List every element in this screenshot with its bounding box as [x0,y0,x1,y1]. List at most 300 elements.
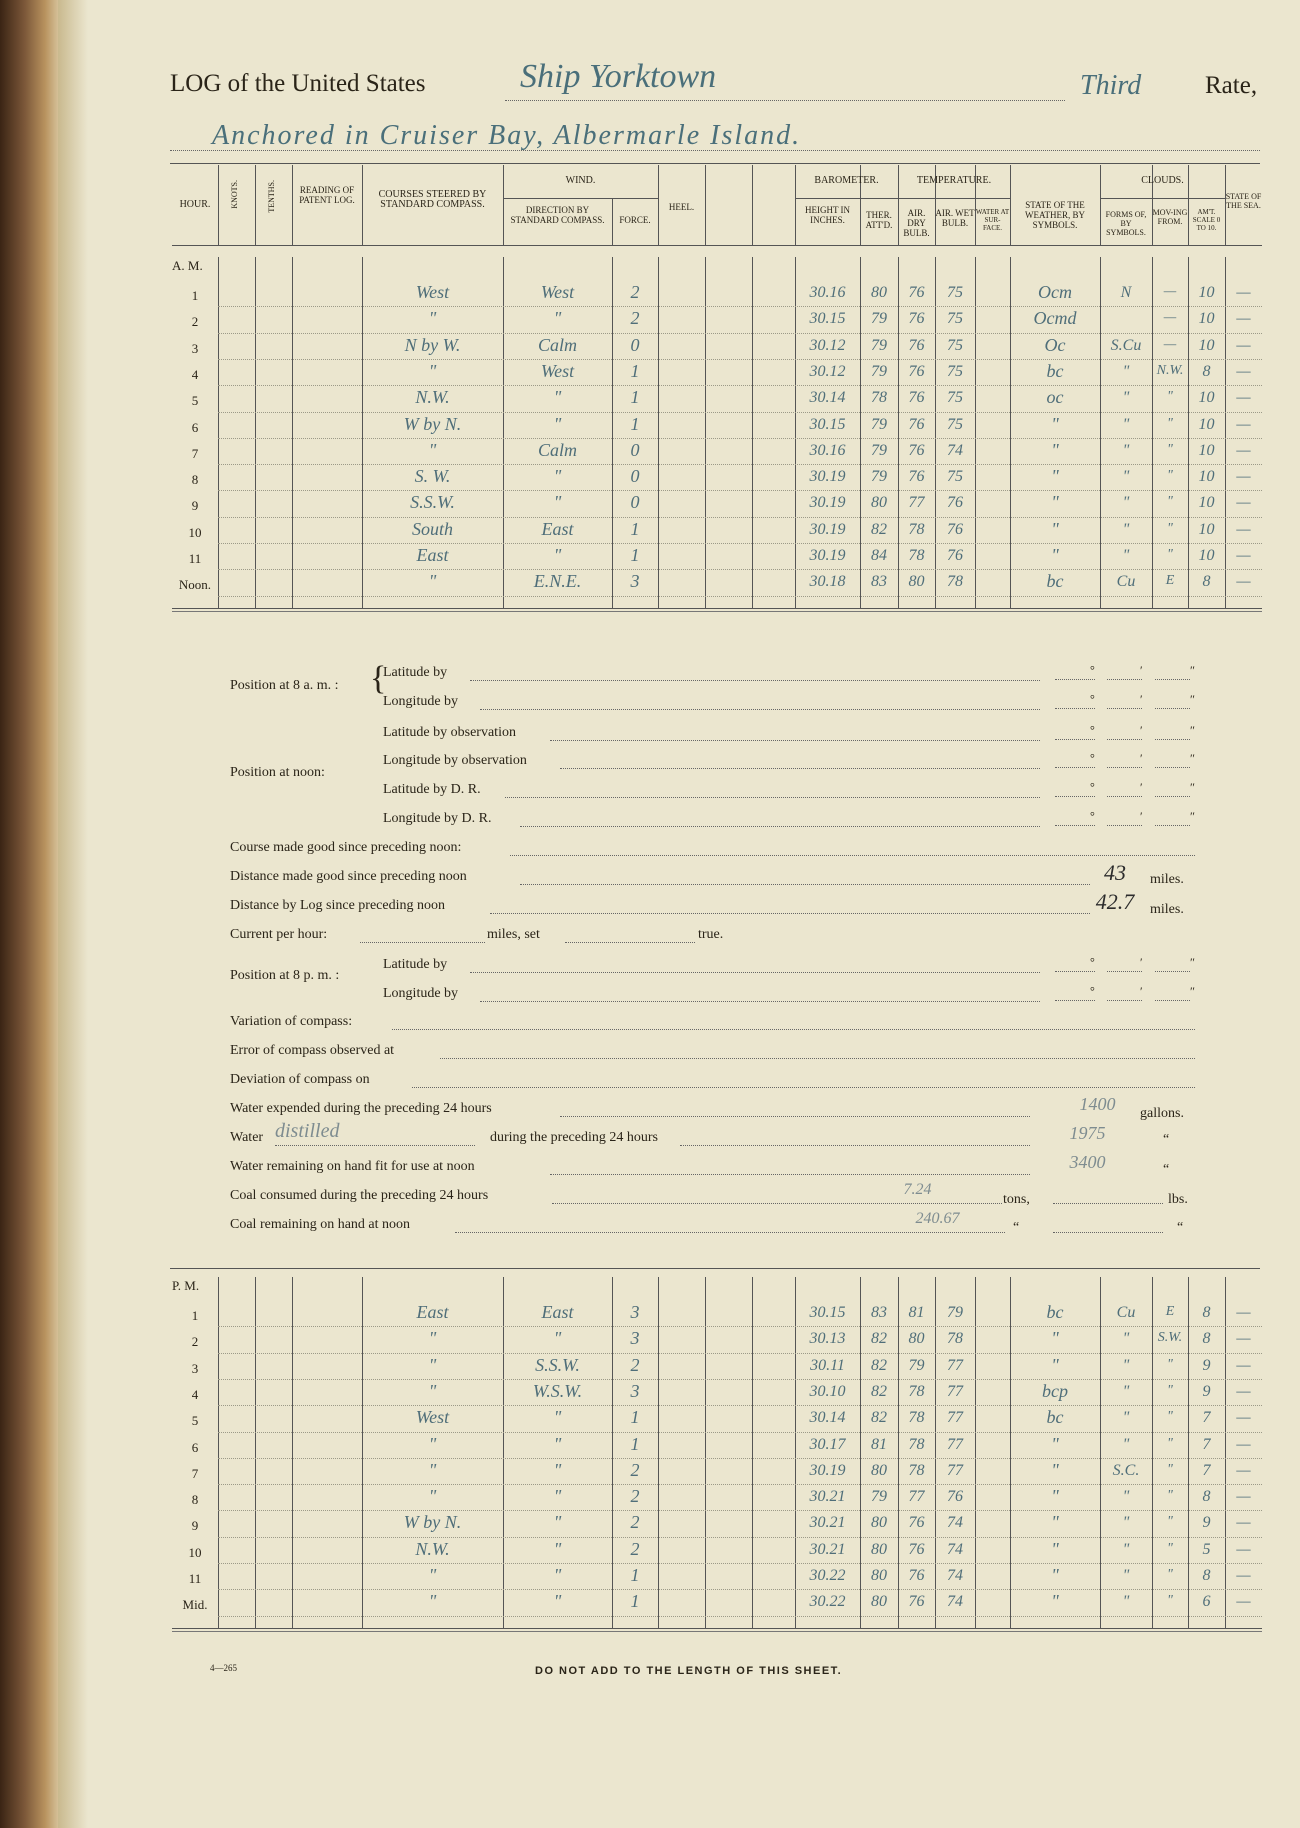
pos8am-lat-deg-fill [1055,665,1095,680]
am-wet-bulb: 75 [947,415,963,433]
pm-weather: bcp [1042,1380,1068,1401]
am-hour: 5 [191,393,199,409]
am-ther-att: 79 [871,336,887,354]
am-wet-bulb: 76 [947,494,963,512]
lon-by-8pm-label: Longitude by [383,986,459,1001]
water-exp-fill [560,1102,1030,1117]
am-wind-force: 1 [630,360,640,381]
tons-label: tons, [1003,1192,1030,1207]
pm-dry-bulb: 76 [908,1567,925,1584]
pm-course: " [428,1354,437,1375]
pm-dry-bulb: 78 [908,1461,925,1479]
noon-lon-obs-deg-fill [1055,753,1095,768]
coal-remaining-label: Coal remaining on hand at noon [230,1217,411,1232]
am-cloud-forms: " [1122,494,1130,512]
am-wet-bulb: 74 [947,441,963,459]
pm-ther-att: 82 [871,1382,887,1400]
lbs-label: lbs. [1168,1192,1188,1207]
col-barometer: BAROMETER. [814,175,879,186]
pm-sea: — [1236,1488,1251,1506]
pm-cloud-forms: " [1122,1540,1130,1558]
pm-wet-bulb: 77 [947,1409,963,1427]
lat-obs-label: Latitude by observation [383,725,516,740]
pm-dry-bulb: 76 [908,1593,925,1611]
current-fill [360,928,485,943]
lat-by-8pm-label: Latitude by [383,957,448,972]
lat-obs-fill [550,726,1040,741]
log-prefix: LOG of the United States [170,70,426,97]
am-row-rule [218,306,1262,307]
pm-sea: — [1236,1330,1251,1348]
footer-notice: DO NOT ADD TO THE LENGTH OF THIS SHEET. [535,1665,843,1677]
pm-dry-bulb: 76 [908,1514,925,1532]
am-hour: 10 [188,524,202,540]
am-ther-att: 79 [871,441,887,459]
col-wind-force: FORCE. [619,215,651,225]
pm-baro-height: 30.21 [809,1488,846,1506]
am-wind-force: 1 [630,413,640,434]
noon-lat-dr-sec-fill [1155,782,1190,797]
am-wet-bulb: 75 [947,310,963,328]
pm-cloud-amount: 9 [1202,1382,1211,1400]
am-course: N by W. [404,334,461,355]
pm-wind-dir: S.S.W. [535,1354,580,1375]
am-cloud-moving: E [1165,573,1175,589]
noon-lon-dr-min: ′ [1140,809,1143,823]
noon-lon-obs-min-fill [1107,753,1142,768]
pm-ther-att: 82 [871,1330,887,1348]
pm-row-rule [218,1432,1262,1433]
lon-dr-fill [520,812,1040,827]
am-sea: — [1236,547,1251,564]
pm-ther-att: 79 [871,1488,887,1506]
pos8pm-lat-sec-fill [1155,957,1190,972]
pos8pm-lat-min-fill [1107,957,1142,972]
col-weather: STATE OF THE WEATHER, BY SYMBOLS. [1025,200,1085,230]
pos8pm-lat-sec: ″ [1190,955,1195,969]
am-cloud-amount: 10 [1198,336,1215,354]
am-cloud-moving: — [1163,310,1177,326]
col-clouds: CLOUDS. [1141,175,1184,186]
am-wet-bulb: 75 [947,468,963,486]
pm-column-rule [752,1277,753,1628]
am-cloud-forms: " [1122,520,1130,538]
pm-sea: — [1236,1514,1251,1532]
col-height: HEIGHT IN INCHES. [804,205,851,225]
pos8am-lon-deg-fill [1055,694,1095,709]
am-course: South [411,518,453,539]
pm-cloud-amount: 7 [1202,1409,1211,1427]
pm-wind-dir: " [553,1538,562,1559]
noon-lat-obs-sec-fill [1155,725,1190,740]
pos8am-lon-min-fill [1107,694,1142,709]
pm-sea: — [1236,1540,1251,1558]
header-column-rule [705,165,706,245]
am-wet-bulb: 76 [947,547,963,564]
am-wind-force: 1 [630,387,640,408]
pm-cloud-moving: " [1167,1461,1173,1477]
am-sea: — [1236,415,1251,433]
paper-edge [58,0,88,1828]
am-course: W by N. [403,413,462,434]
pm-ther-att: 82 [871,1409,887,1427]
pm-row-rule [218,1379,1262,1380]
rate-value: Third [1080,70,1142,101]
coal-consumed-value: 7.24 [903,1181,932,1198]
am-column-rule [255,257,256,608]
pm-cloud-forms: " [1122,1356,1130,1374]
am-row-rule [218,359,1262,360]
col-patent-log: READING OF PATENT LOG. [299,185,355,205]
am-column-rule [705,257,706,608]
pm-ther-att: 81 [871,1435,887,1453]
am-dry-bulb: 76 [908,310,925,328]
pm-ther-att: 82 [871,1356,887,1374]
col-hour: HOUR. [179,199,211,210]
pm-cloud-forms: " [1122,1488,1130,1506]
pm-wet-bulb: 76 [947,1488,963,1506]
pm-wet-bulb: 74 [947,1514,963,1532]
pm-wind-force: 3 [630,1380,640,1401]
pm-baro-height: 30.21 [809,1514,846,1532]
pos8am-lat-sec-fill [1155,665,1190,680]
noon-lat-dr-deg-fill [1055,782,1095,797]
pm-cloud-moving: " [1167,1567,1173,1582]
am-cloud-amount: 10 [1198,389,1215,407]
lbs-fill [1053,1189,1163,1204]
am-weather: bc [1046,571,1064,592]
am-dry-bulb: 76 [908,284,925,301]
pm-wind-dir: " [553,1459,562,1480]
am-weather: " [1051,492,1059,513]
pm-row-rule [218,1353,1262,1354]
col-heel: HEEL. [668,202,695,212]
pos8pm-lat-deg-fill [1055,957,1095,972]
am-course: " [428,439,437,460]
pm-cloud-forms: S.C. [1112,1461,1140,1479]
header-column-rule [255,165,256,245]
pm-cloud-amount: 6 [1202,1593,1211,1611]
noon-lat-obs-min-fill [1107,725,1142,740]
pm-hour: 10 [188,1544,202,1560]
during-label: during the preceding 24 hours [490,1130,658,1145]
pm-hour: 1 [191,1308,199,1323]
col-knots: KNOTS. [230,180,239,209]
am-wind-force: 0 [630,439,640,460]
pm-ther-att: 80 [871,1593,887,1611]
am-cloud-amount: 10 [1198,284,1215,301]
am-cloud-moving: " [1167,389,1173,405]
pm-hour: 11 [188,1571,202,1586]
pm-baro-height: 30.21 [809,1540,846,1558]
col-air-wet: AIR. WET BULB. [935,208,975,228]
noon-lon-dr-sec-fill [1155,811,1190,826]
pm-cloud-moving: " [1167,1514,1173,1530]
pm-sea: — [1236,1304,1251,1321]
noon-lon-obs-deg: ° [1090,751,1095,765]
am-baro-height: 30.18 [809,573,846,591]
lat-by-label: Latitude by [383,665,448,680]
pos8am-lat-deg: ° [1090,663,1095,677]
pos8am-lat-sec: ″ [1190,663,1195,677]
pm-wind-dir: " [553,1328,562,1349]
am-weather: " [1051,545,1059,565]
pm-cloud-forms: " [1122,1435,1130,1453]
pm-hour: 7 [191,1465,199,1481]
am-cloud-amount: 8 [1202,573,1211,591]
am-course: S.S.W. [410,492,455,513]
lon-obs-fill [560,754,1040,769]
pm-cloud-amount: 7 [1202,1435,1211,1453]
lat-dr-fill [505,783,1040,798]
pm-cloud-moving: " [1167,1593,1173,1609]
pm-sea: — [1236,1356,1251,1374]
lat-8pm-fill [470,958,1040,973]
pm-hour: 5 [191,1413,199,1429]
pos-noon-label: Position at noon: [230,765,325,780]
am-sea: — [1236,573,1251,591]
am-wet-bulb: 76 [947,520,963,538]
am-cloud-moving: " [1167,468,1173,484]
pm-wind-dir: East [541,1302,574,1322]
pm-row-rule [218,1537,1262,1538]
am-sea: — [1236,441,1251,459]
am-wind-force: 2 [630,282,640,302]
error-label: Error of compass observed at [230,1043,395,1058]
deviation-fill [412,1073,1195,1088]
am-weather: Oc [1044,334,1066,355]
am-cloud-amount: 8 [1202,362,1211,380]
pm-dry-bulb: 76 [908,1540,925,1558]
pos8pm-lon-deg-fill [1055,986,1095,1001]
variation-fill [392,1015,1195,1030]
pm-wind-dir: " [553,1591,562,1612]
set-fill [565,928,695,943]
am-dry-bulb: 80 [908,573,925,591]
am-wind-dir: " [553,545,562,565]
pm-course: " [428,1328,437,1349]
am-baro-height: 30.15 [809,310,846,328]
pm-dry-bulb: 77 [908,1488,925,1506]
am-weather: oc [1046,387,1064,408]
am-sea: — [1236,310,1251,328]
am-cloud-moving: " [1167,441,1173,457]
am-column-rule [292,257,293,608]
am-baro-height: 30.19 [809,547,846,564]
am-row-rule [218,464,1262,465]
am-row-rule [218,543,1262,544]
noon-lat-obs-min: ′ [1140,723,1143,737]
am-hour: 11 [188,551,202,566]
book-binding [0,0,60,1828]
am-wind-dir: West [540,360,575,381]
pm-baro-height: 30.15 [809,1304,846,1321]
am-cloud-amount: 10 [1198,415,1215,433]
ship-name-line [505,100,1065,101]
pm-cloud-forms: " [1122,1382,1130,1400]
pm-bottom-rule-2 [172,1631,1262,1632]
pm-column-rule [292,1277,293,1628]
am-ther-att: 82 [871,520,887,538]
pm-cloud-forms: " [1122,1567,1130,1584]
pm-cloud-amount: 8 [1202,1567,1211,1584]
col-water-surface: WATER AT SUR-FACE. [975,208,1010,232]
pm-weather: " [1051,1591,1059,1612]
am-weather: " [1051,518,1059,539]
am-column-rule [975,257,976,608]
am-dry-bulb: 77 [908,494,925,512]
am-hour: 9 [191,498,199,514]
pm-cloud-amount: 9 [1202,1356,1211,1374]
pm-wet-bulb: 77 [947,1356,963,1374]
pm-cloud-moving: " [1167,1540,1173,1556]
pm-baro-height: 30.13 [809,1330,846,1348]
am-column-rule [752,257,753,608]
pm-wind-force: 1 [630,1407,640,1428]
pm-label: P. M. [172,1278,200,1293]
header-bottom-rule [172,245,1262,246]
am-baro-height: 30.12 [809,362,846,380]
gallons-label: gallons. [1140,1106,1184,1121]
distilled-fill [275,1131,475,1146]
noon-lat-dr-min: ′ [1140,780,1143,794]
pm-course: N.W. [415,1538,450,1559]
am-wet-bulb: 75 [947,284,963,301]
am-cloud-forms: " [1122,468,1130,486]
dist-log-fill [490,899,1090,914]
am-dry-bulb: 76 [908,362,925,380]
pm-baro-height: 30.14 [809,1409,846,1427]
am-weather: bc [1046,360,1064,381]
ditto-3: “ [1013,1220,1020,1235]
pm-column-rule [255,1277,256,1628]
deviation-label: Deviation of compass on [230,1072,370,1087]
pm-cloud-forms: " [1122,1330,1130,1348]
pm-baro-height: 30.17 [809,1435,846,1453]
pm-wet-bulb: 79 [947,1304,963,1321]
pm-wet-bulb: 74 [947,1567,963,1584]
am-sea: — [1236,336,1251,354]
pos8am-lat-min: ′ [1140,663,1143,677]
am-wind-force: 0 [630,492,640,513]
am-wet-bulb: 75 [947,389,963,407]
pm-cloud-moving: E [1165,1304,1175,1319]
lon-fill [480,695,1040,710]
am-cloud-forms: S.Cu [1110,336,1142,354]
pm-ther-att: 80 [871,1540,887,1558]
am-wind-force: 2 [630,308,640,329]
pm-wet-bulb: 74 [947,1540,963,1558]
am-ther-att: 84 [871,547,887,564]
am-cloud-amount: 10 [1198,494,1215,512]
dist-good-value: 43 [1104,860,1126,885]
pm-sea: — [1236,1593,1251,1611]
am-baro-height: 30.19 [809,468,846,486]
pm-baro-height: 30.10 [809,1382,846,1400]
pm-wind-dir: " [553,1512,562,1533]
pm-course: " [428,1486,437,1507]
am-cloud-amount: 10 [1198,547,1215,564]
am-dry-bulb: 78 [908,520,925,538]
pm-wind-force: 1 [630,1591,640,1612]
pm-row-rule [218,1563,1262,1564]
pm-baro-height: 30.22 [809,1593,846,1611]
coal-rem-lbs-fill [1053,1218,1163,1233]
am-cloud-moving: " [1167,494,1173,510]
pm-weather: " [1051,1433,1059,1454]
am-cloud-moving: " [1167,520,1173,536]
am-wet-bulb: 75 [947,362,963,380]
wind-group-rule [503,198,658,199]
pm-ther-att: 83 [871,1304,887,1321]
pm-weather: " [1051,1538,1059,1559]
am-wind-dir: " [553,413,562,434]
table-top-line [170,163,1260,164]
am-weather: Ocmd [1033,308,1077,329]
brace: { [370,660,387,697]
am-hour: 7 [191,445,199,461]
pos8pm-lat-min: ′ [1140,955,1143,969]
header-column-rule [752,165,753,245]
col-temperature: TEMPERATURE. [916,175,992,186]
am-wet-bulb: 75 [947,336,963,354]
am-cloud-amount: 10 [1198,441,1215,459]
pm-row-rule [218,1405,1262,1406]
lat-dr-label: Latitude by D. R. [383,782,481,797]
coal-remaining-value: 240.67 [915,1210,960,1227]
pm-wind-dir: " [553,1565,562,1585]
noon-lat-obs-deg: ° [1090,723,1095,737]
lon-obs-label: Longitude by observation [383,753,527,768]
noon-lat-dr-deg: ° [1090,780,1095,794]
pm-ther-att: 80 [871,1514,887,1532]
col-cloud-forms: FORMS OF, BY SYMBOLS. [1105,210,1147,237]
am-ther-att: 80 [871,494,887,512]
pm-row-rule [218,1484,1262,1485]
am-hour: 3 [191,340,199,356]
pos8am-lat-min-fill [1107,665,1142,680]
pm-sea: — [1236,1382,1251,1400]
am-bottom-rule-2 [172,611,1262,612]
coal-consumed-label: Coal consumed during the preceding 24 hours [230,1188,489,1203]
pm-weather: " [1051,1565,1059,1585]
pm-row-rule [218,1458,1262,1459]
pm-sea: — [1236,1409,1251,1427]
am-cloud-forms: " [1122,389,1130,407]
am-cloud-moving: N.W. [1156,362,1184,378]
pm-hour: 2 [191,1334,199,1350]
col-sea: STATE OF THE SEA. [1225,192,1262,210]
am-baro-height: 30.16 [809,441,846,459]
water-expended-value: 1400 [1079,1094,1116,1114]
error-fill [440,1044,1195,1059]
am-row-rule [218,412,1262,413]
noon-lon-obs-sec: ″ [1190,751,1195,765]
pm-weather: bc [1046,1407,1064,1428]
pm-wind-force: 3 [630,1302,640,1322]
am-course: " [428,360,437,381]
pm-cloud-forms: Cu [1116,1304,1136,1321]
am-cloud-forms: " [1122,547,1130,564]
pm-wind-dir: " [553,1407,562,1428]
am-dry-bulb: 76 [908,441,925,459]
pm-cloud-amount: 9 [1202,1514,1211,1532]
am-baro-height: 30.14 [809,389,846,407]
am-baro-height: 30.19 [809,520,846,538]
log-title [170,70,426,98]
pm-hour: 9 [191,1518,199,1534]
am-ther-att: 78 [871,389,887,407]
